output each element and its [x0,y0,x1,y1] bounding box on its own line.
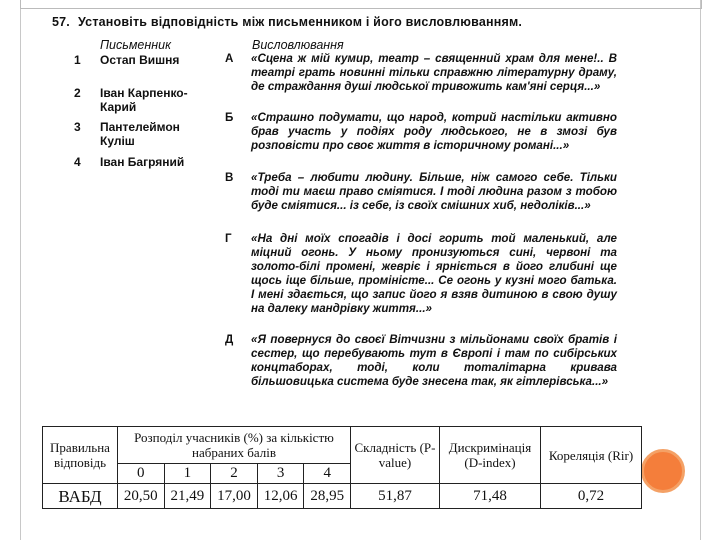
writer-name: Остап Вишня [100,53,180,67]
writer-index: 3 [74,120,81,134]
quote-letter: В [225,171,234,184]
discrimination-header: Дискримінація (D-index) [440,427,541,484]
writer-name: Пантелеймон Куліш [100,120,180,148]
quote-letter: Д [225,333,234,346]
question-number: 57. [52,15,70,29]
score-label-1: 1 [164,464,211,484]
quote-text: «Страшно подумати, що народ, котрий настільки активно брав участь у подіях роду людського, не в змозі був розповісти про своє життя в історичному романі...» [251,111,617,152]
correct-answer-header: Правильна відповідь [43,427,118,484]
writer-index: 4 [74,155,81,169]
distribution-value-2: 17,00 [211,484,258,509]
writer-column-header: Письменник [100,38,171,52]
score-label-0: 0 [118,464,165,484]
writer-name: Іван Багряний [100,155,185,169]
question-text: Установіть відповідність між письменником і його висловлюванням. [77,15,523,29]
writer-name: Іван Карпенко-Карий [100,86,188,114]
slide-frame-right [700,0,701,540]
difficulty-value: 51,87 [351,484,440,509]
orange-circle-decoration [641,449,685,493]
quote-text: «На дні моїх спогадів і досі горить той маленький, але міцний огонь. У ньому пронизуються сині, червоні та золото-білі промені, жевріє і ярніється в його глибині ще щось іще більше, проміністе... Се огонь у кузні мого батька. І мені здається, що запис його я взяв дитиною в свою душу на далеку мандрівку життя...» [251,232,617,315]
quote-letter: А [225,52,234,65]
distribution-header: Розподіл учасників (%) за кількістю набраних балів [118,427,351,464]
writer-index: 1 [74,53,81,67]
quote-column-header: Висловлювання [252,38,344,52]
distribution-value-1: 21,49 [164,484,211,509]
writer-index: 2 [74,86,81,100]
distribution-value-0: 20,50 [118,484,165,509]
score-label-3: 3 [257,464,304,484]
quote-text: «Треба – любити людину. Більше, ніж самого себе. Тільки тоді ти маєш право сміятися. І тоді людина разом з тобою буде сміятися... із себе, із своїх смішних хиб, недоліків...» [251,171,617,212]
score-label-4: 4 [304,464,351,484]
distribution-value-3: 12,06 [257,484,304,509]
quote-letter: Г [225,232,232,245]
discrimination-value: 71,48 [440,484,541,509]
score-label-2: 2 [211,464,258,484]
correlation-value: 0,72 [541,484,642,509]
quote-letter: Б [225,111,234,124]
correlation-header: Кореляція (Rir) [541,427,642,484]
slide-frame-left [20,0,21,540]
difficulty-header: Складність (P-value) [351,427,440,484]
statistics-table [42,426,642,509]
quote-text: «Я повернуся до своєї Вітчизни з мільйонами своїх братів і сестер, що перебувають тут в Європі і там по сибірських концтаборах, тоді, коли тоталітарна кривава більшовицька система буде знесена так, як гітлерівська...» [251,333,617,388]
slide-frame-top [20,0,702,9]
distribution-value-4: 28,95 [304,484,351,509]
question-title [52,15,522,29]
answer-value: ВАБД [43,484,118,509]
quote-text: «Сцена ж мій кумир, театр – священний храм для мене!.. В театрі грать новинні тільки справжню літературну драму, де страждання душі людської тривожить кам'яні серця...» [251,52,617,93]
